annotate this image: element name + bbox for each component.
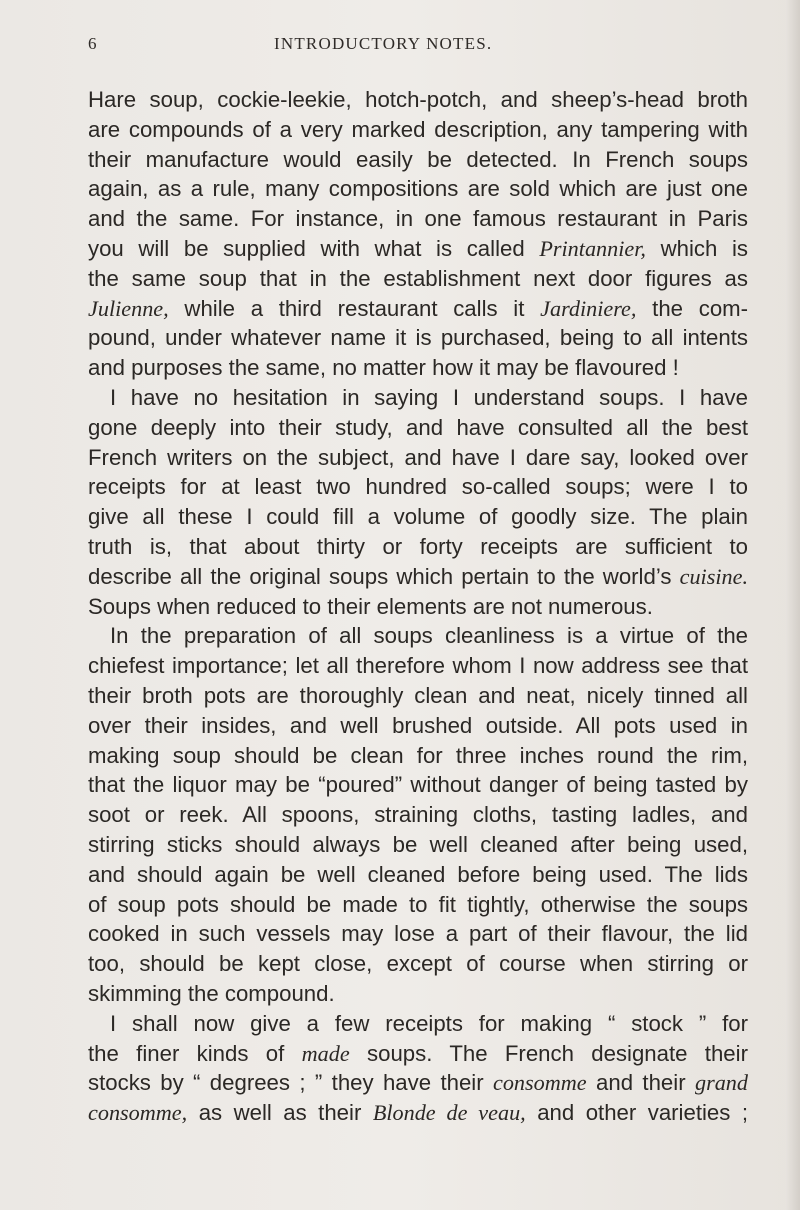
text-line: that the liquor may be “poured” without danger of being tasted by: [88, 772, 748, 798]
text-line: and should again be well cleaned before being used. The lids: [88, 861, 748, 887]
text-line: receipts for at least two hundred so-called soups; were I to: [88, 474, 748, 500]
text-line: and the same. For instance, in one famous restaurant in Paris: [88, 206, 748, 232]
text-line: I shall now give a few receipts for making “ stock ” for: [110, 1010, 748, 1036]
text-run: the com-: [652, 295, 749, 321]
italic-term: Jardiniere,: [540, 295, 637, 321]
text-line: truth is, that about thirty or forty receipts are sufficient to: [88, 533, 748, 559]
text-line: pound, under whatever name it is purchased, being to all intents: [88, 325, 748, 351]
text-run: soups. The French designate their: [367, 1040, 748, 1066]
text-run: and other varieties ;: [537, 1100, 748, 1126]
text-run: describe all the original soups which pertain to the world’s: [88, 563, 672, 589]
text-line: gone deeply into their study, and have consulted all the best: [88, 414, 748, 440]
text-run: and their: [596, 1070, 686, 1096]
italic-term: Printannier,: [539, 235, 646, 261]
body-text: [88, 85, 748, 1128]
text-line: chiefest importance; let all therefore whom I now address see that: [88, 653, 748, 679]
text-line: [88, 562, 748, 592]
page-edge-shadow: [786, 0, 800, 1210]
text-line: are compounds of a very marked description, any tampering with: [88, 116, 748, 142]
text-line: Soups when reduced to their elements are not numerous.: [88, 593, 653, 619]
text-line: cooked in such vessels may lose a part of their flavour, the lid: [88, 921, 748, 947]
text-line: of soup pots should be made to fit tightly, otherwise the soups: [88, 891, 748, 917]
text-line: skimming the compound.: [88, 980, 335, 1006]
text-line: and purposes the same, no matter how it may be flavoured !: [88, 355, 679, 381]
text-line: [88, 234, 748, 264]
text-run: you will be supplied with what is called: [88, 235, 525, 261]
text-line: over their insides, and well brushed outside. All pots used in: [88, 712, 748, 738]
text-line: Hare soup, cockie-leekie, hotch-potch, and sheep’s-head broth: [88, 87, 748, 112]
italic-term: consomme: [492, 1070, 587, 1096]
text-line: French writers on the subject, and have I dare say, looked over: [88, 444, 748, 470]
running-head-title: INTRODUCTORY NOTES.: [274, 34, 493, 53]
italic-term: Julienne,: [88, 295, 169, 321]
text-line: soot or reek. All spoons, straining cloths, tasting ladles, and: [88, 802, 748, 828]
text-run: while a third restaurant calls it: [184, 295, 525, 321]
text-line: their manufacture would easily be detected. In French soups: [88, 146, 748, 172]
text-line: [88, 1098, 748, 1128]
text-line: [88, 294, 748, 324]
italic-term: consomme,: [88, 1100, 188, 1126]
text-line: stirring sticks should always be well cleaned after being used,: [88, 831, 748, 857]
text-run: as well as their: [198, 1100, 362, 1126]
italic-term: Blonde de veau,: [372, 1100, 526, 1126]
text-run: stocks by “ degrees ; ” they have their: [88, 1070, 484, 1096]
text-line: too, should be kept close, except of course when stirring or: [88, 951, 748, 977]
text-line: I have no hesitation in saying I understand soups. I have: [110, 384, 748, 410]
running-head: [88, 34, 748, 58]
text-line: making soup should be clean for three inches round the rim,: [88, 742, 748, 768]
italic-term: cuisine.: [679, 563, 748, 589]
text-line: [88, 1039, 748, 1069]
text-line: the same soup that in the establishment next door figures as: [88, 265, 748, 291]
text-run: the finer kinds of: [88, 1040, 285, 1066]
text-line: In the preparation of all soups cleanliness is a virtue of the: [110, 623, 748, 649]
text-line: again, as a rule, many compositions are sold which are just one: [88, 176, 748, 202]
italic-term: made: [301, 1040, 350, 1066]
text-line: give all these I could fill a volume of goodly size. The plain: [88, 504, 748, 530]
italic-term: grand: [694, 1070, 748, 1096]
text-line: their broth pots are thoroughly clean and neat, nicely tinned all: [88, 682, 748, 708]
page-number: 6: [88, 34, 98, 53]
text-line: [88, 1068, 748, 1098]
text-run: which is: [660, 235, 748, 261]
